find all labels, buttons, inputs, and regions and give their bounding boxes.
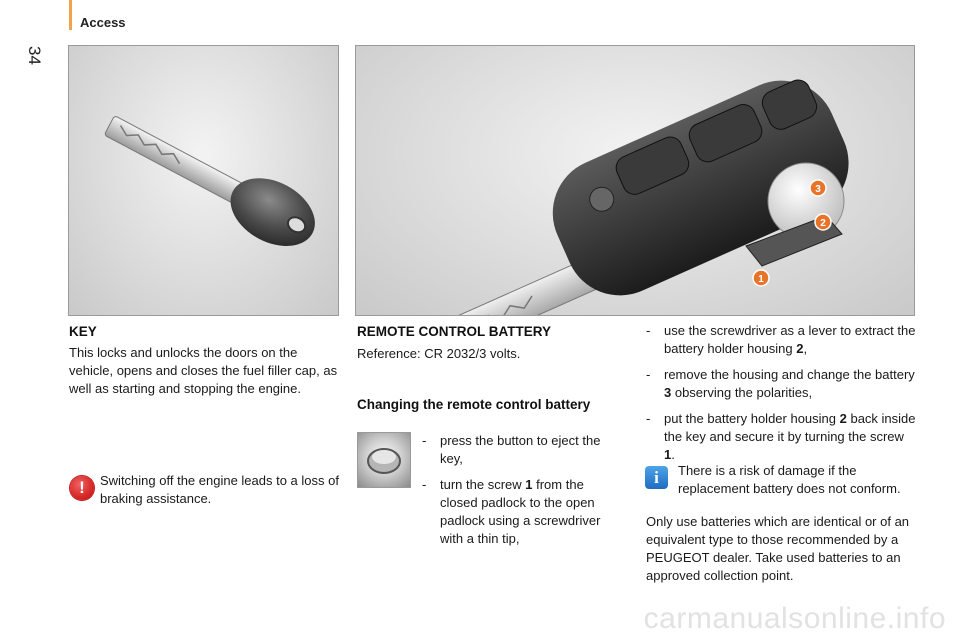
warning-icon: ! xyxy=(70,476,94,500)
list-item: - turn the screw 1 from the closed padlock to the open padlock using a screwdriver with a thin tip, xyxy=(422,477,601,546)
list-item: - press the button to eject the key, xyxy=(422,433,601,466)
battery-disposal-text: Only use batteries which are identical or of an equivalent type to those recommended by a PEUGEOT dealer. Take used batteries to an approved collection point. xyxy=(646,514,910,583)
section-title: Access xyxy=(80,15,126,30)
list-item: - use the screwdriver as a lever to extract the battery holder housing 2, xyxy=(646,323,916,356)
callout-3: 3 xyxy=(815,184,821,195)
key-warning-text: Switching off the engine leads to a loss of braking assistance. xyxy=(100,473,339,506)
page-number: 34 xyxy=(25,46,44,65)
list-item: - remove the housing and change the battery 3 observing the polarities, xyxy=(646,367,915,400)
info-text: There is a risk of damage if the replacement battery does not conform. xyxy=(678,463,901,496)
key-description: This locks and unlocks the doors on the vehicle, opens and closes the fuel filler cap, as well as starting and stopping the engine. xyxy=(69,345,338,396)
watermark: carmanualsonline.info xyxy=(643,602,946,635)
eject-button-photo xyxy=(357,432,411,488)
info-icon: i xyxy=(645,466,668,489)
callout-1: 1 xyxy=(758,274,764,285)
steps-left-list xyxy=(422,432,612,548)
battery-heading: REMOTE CONTROL BATTERY xyxy=(357,324,551,339)
remote-illustration xyxy=(356,46,914,315)
key-heading: KEY xyxy=(69,324,97,339)
callout-2: 2 xyxy=(820,218,826,229)
key-photo xyxy=(68,45,339,316)
list-item: - put the battery holder housing 2 back inside the key and secure it by turning the screw 1. xyxy=(646,411,916,462)
section-accent-bar xyxy=(69,0,72,30)
eject-button-icon xyxy=(358,433,410,487)
battery-reference: Reference: CR 2032/3 volts. xyxy=(357,346,521,361)
battery-change-subheading: Changing the remote control battery xyxy=(357,397,591,412)
steps-right-list xyxy=(646,322,918,464)
key-illustration xyxy=(69,46,338,315)
remote-photo xyxy=(355,45,915,316)
